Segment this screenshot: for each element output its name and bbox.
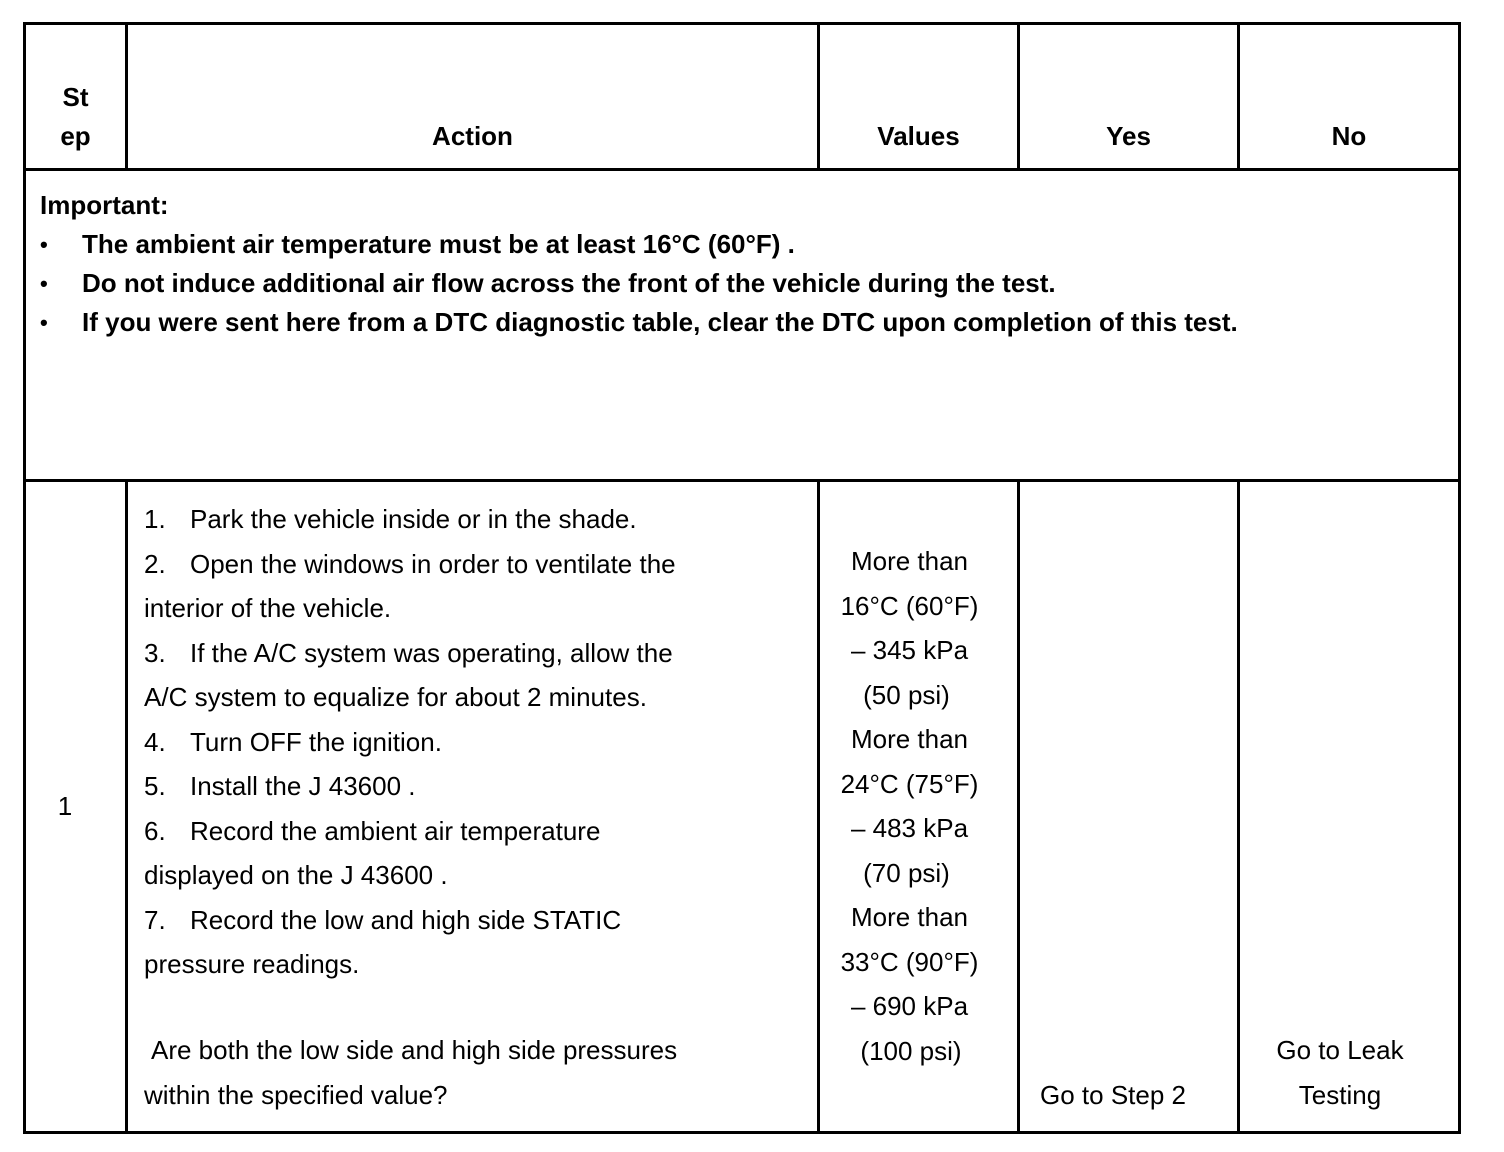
action-step [144,720,442,765]
header-divider [23,168,1461,171]
action-step [144,497,637,542]
action-step-number: 2. [144,549,166,579]
action-step [144,764,415,809]
header-step-line: St [62,82,89,112]
action-step-text: If the A/C system was operating, allow the [190,638,673,668]
action-step-continuation: interior of the vehicle. [144,593,392,623]
action-step-text: Record the low and high side STATIC [190,905,622,935]
action-step [144,809,600,854]
important-bullet-text: If you were sent here from a DTC diagnostic table, clear the DTC upon completion of this test. [82,307,1238,337]
action-step-number: 3. [144,638,166,668]
question-text: Are both the low side and high side pressures [151,1035,678,1065]
value-line: – 345 kPa [850,635,969,665]
important-label: Important: [40,190,169,220]
important-divider [23,479,1461,482]
action-step [144,542,676,587]
action-step-number: 6. [144,816,166,846]
action-step-number: 1. [144,504,166,534]
yes-result: Go to Step 2 [1040,1080,1186,1110]
header-yes: Yes [1106,121,1151,151]
action-step-number: 7. [144,905,166,935]
value-line: (70 psi) [863,858,950,888]
value-line: (50 psi) [863,680,950,710]
action-step-text: Record the ambient air temperature [190,816,601,846]
no-result-line: Go to Leak [1276,1035,1404,1065]
value-line: More than [850,546,969,576]
action-step-text: Open the windows in order to ventilate the [190,549,676,579]
action-step-continuation: pressure readings. [144,949,360,979]
question-text: within the specified value? [144,1080,448,1110]
action-step-text: Park the vehicle inside or in the shade. [190,504,637,534]
important-bullet-text: Do not induce additional air flow across the front of the vehicle during the test. [82,268,1056,298]
header-no: No [1331,121,1367,151]
action-step [144,631,673,676]
value-line: – 690 kPa [850,991,969,1021]
column-divider-values [1017,479,1020,1134]
value-line: More than [850,902,969,932]
column-divider-step [125,479,128,1134]
header-step-line: ep [60,121,91,151]
action-step-text: Turn OFF the ignition. [190,727,442,757]
action-step [144,898,621,943]
action-step-number: 5. [144,771,166,801]
step-number: 1 [57,791,73,821]
value-line: – 483 kPa [850,813,969,843]
value-line: (100 psi) [860,1036,962,1066]
action-step-number: 4. [144,727,166,757]
value-line: 16°C (60°F) [840,591,979,621]
header-action: Action [432,121,513,151]
header-values: Values [877,121,960,151]
important-bullet-text: The ambient air temperature must be at least 16°C (60°F) . [82,229,795,259]
bullet-icon: • [40,271,48,296]
action-step-text: Install the J 43600 . [190,771,416,801]
bullet-icon: • [40,310,48,335]
header-step [26,78,125,156]
no-result-line: Testing [1298,1080,1382,1110]
value-line: 24°C (75°F) [840,769,979,799]
action-step-continuation: A/C system to equalize for about 2 minutes. [144,682,647,712]
value-line: 33°C (90°F) [840,947,979,977]
bullet-icon: • [40,232,48,257]
action-step-continuation: displayed on the J 43600 . [144,860,448,890]
value-line: More than [850,724,969,754]
